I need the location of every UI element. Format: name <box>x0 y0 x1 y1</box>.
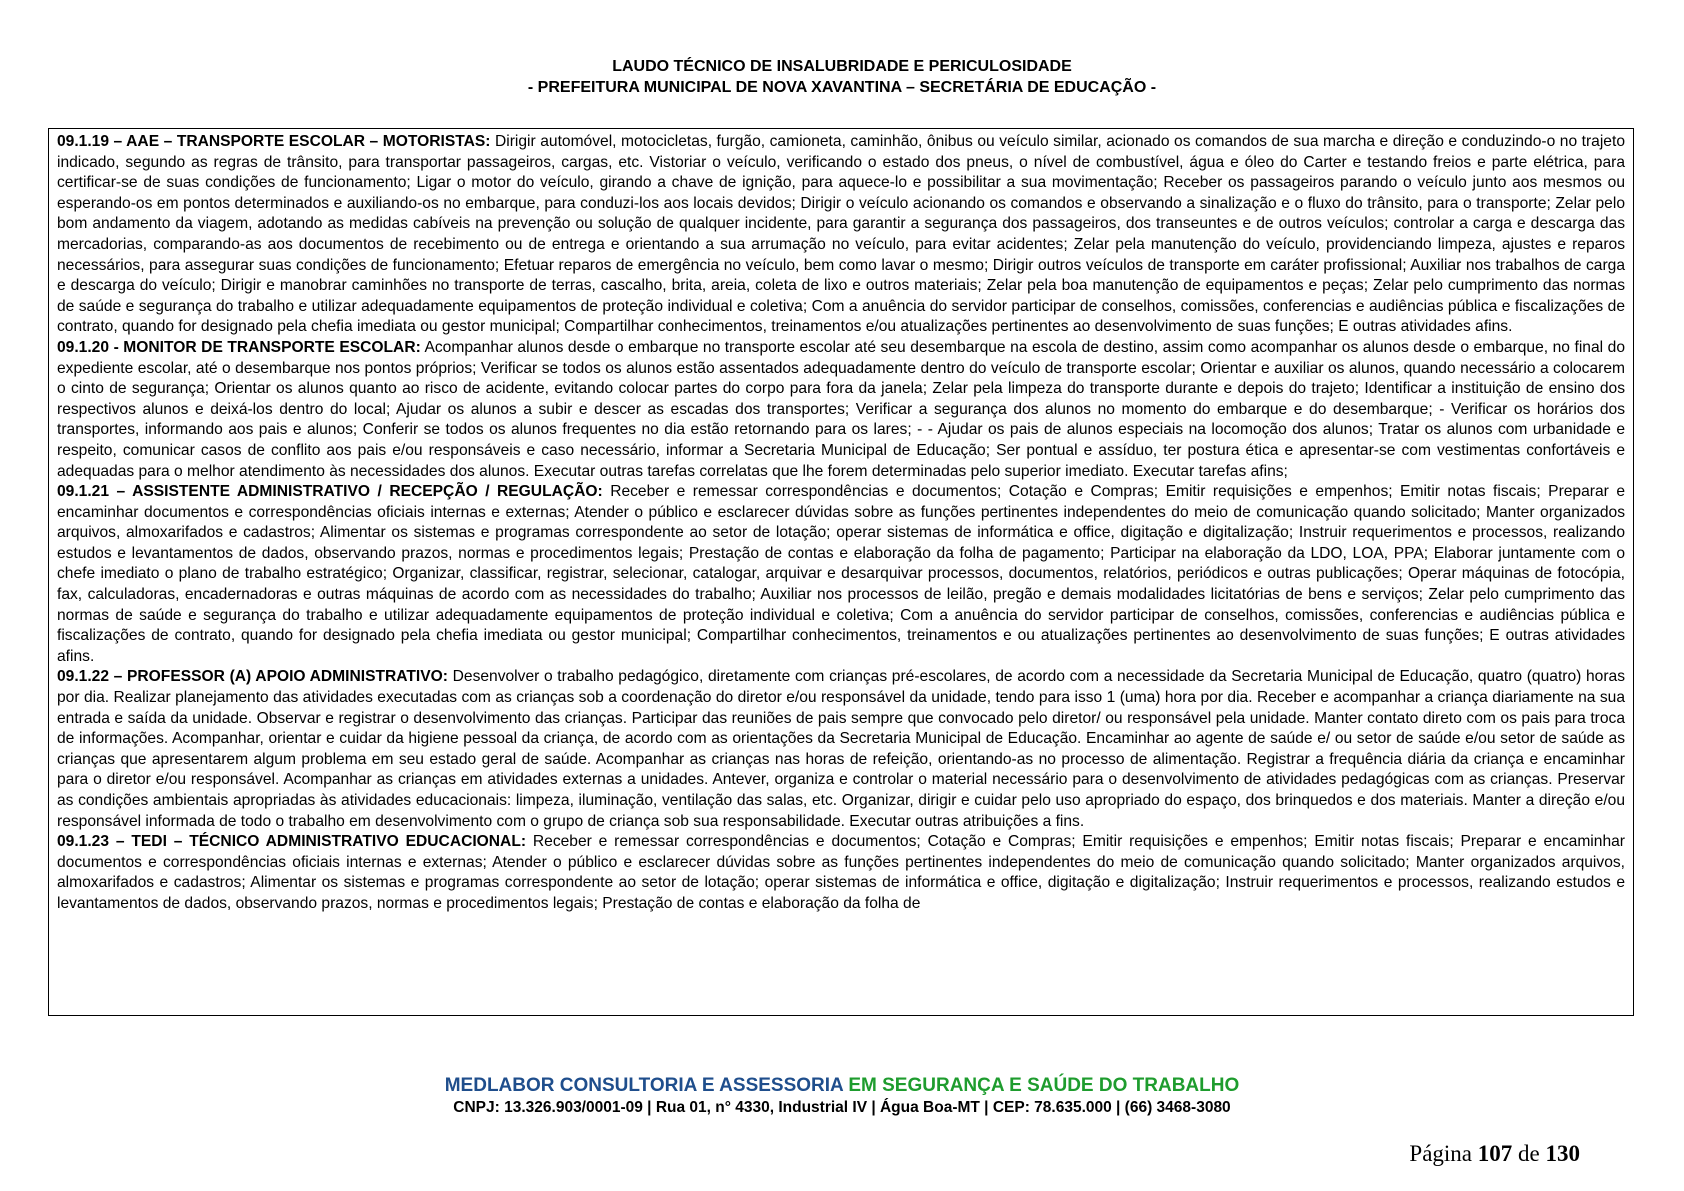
section-09-1-20 <box>57 338 1625 482</box>
section-title: 09.1.23 – TEDI – TÉCNICO ADMINISTRATIVO EDUCACIONAL: <box>57 833 527 851</box>
section-text: Desenvolver o trabalho pedagógico, diretamente com crianças pré-escolares, de acordo com a necessidade da Secretaria Municipal de Educação, quatro (quatro) horas por dia. Realizar planejamento das atividades executadas com as crianças sob a coordenação do diretor e/ou responsável da unidade, tendo para isso 1 (uma) hora por dia. Receber e acompanhar a criança diariamente na sua entrada e saída da unidade. Observar e registrar o desenvolvimento das crianças. Participar das reuniões de pais sempre que convocado pelo diretor/ ou responsável pela unidade. Manter contato direto com os pais para troca de informações. Acompanhar, orientar e cuidar da higiene pessoal da criança, de acordo com as orientações da Secretaria Municipal de Educação. Encaminhar ao agente de saúde e/ ou setor de saúde e/ou setor de saúde as crianças que apresentarem algum problema em seu estado geral de saúde. Acompanhar as crianças nas horas de refeição, orientando-as no processo de alimentação. Registrar a frequência diária da criança e encaminhar para o diretor e/ou responsável. Acompanhar as crianças em atividades externas a unidades. Antever, organiza e controlar o material necessário para o desenvolvimento de atividades pedagógicas com as crianças. Preservar as condições ambientais apropriadas às atividades educacionais: limpeza, iluminação, ventilação das salas, etc. Organizar, dirigir e cuidar pelo uso apropriado do espaço, dos brinquedos e dos materiais. Manter a direção e/ou responsável informada de todo o trabalho em desenvolvimento com o grupo de criança sob sua responsabilidade. Executar outras atribuições a fins. <box>57 668 1626 830</box>
document-footer <box>0 1074 1684 1118</box>
header-title: LAUDO TÉCNICO DE INSALUBRIDADE E PERICULOSIDADE <box>612 58 1072 75</box>
company-name-part1: MEDLABOR CONSULTORIA E ASSESSORIA <box>444 1075 844 1096</box>
page-total: 130 <box>1545 1141 1580 1166</box>
section-title: 09.1.19 – AAE – TRANSPORTE ESCOLAR – MOTORISTAS: <box>57 133 491 150</box>
page-label: Página <box>1409 1141 1473 1166</box>
company-contact: CNPJ: 13.326.903/0001-09 | Rua 01, n° 4330, Industrial IV | Água Boa-MT | CEP: 78.635.000 | (66) 3468-3080 <box>453 1099 1231 1116</box>
section-text: Receber e remessar correspondências e documentos; Cotação e Compras; Emitir requisições e empenhos; Emitir notas fiscais; Preparar e encaminhar documentos e correspondências oficiais internas e externas; Atender o público e esclarecer dúvidas sobre as funções pertinentes independentes do meio de comunicação quando solicitado; Manter organizados arquivos, almoxarifados e cadastros; Alimentar os sistemas e programas correspondente ao setor de lotação; operar sistemas de informática e office, digitação e digitalização; Instruir requerimentos e processos, realizando estudos e levantamentos de dados, observando prazos, normas e procedimentos legais; Prestação de contas e elaboração da folha de pagamento; Participar na elaboração da LDO, LOA, PPA; Elaborar juntamente com o chefe imediato o plano de trabalho estratégico; Organizar, classificar, registrar, selecionar, catalogar, arquivar e desarquivar processos, documentos, relatórios, periódicos e outras publicações; Operar máquinas de fotocópia, fax, calculadoras, encadernadoras e outras máquinas de acordo com as necessidades do trabalho; Auxiliar nos processos de leilão, pregão e demais modalidades licitatórias de bens e serviços; Zelar pelo cumprimento das normas de saúde e segurança do trabalho e utilizar adequadamente equipamentos de proteção individual e coletiva; Com a anuência do servidor participar de conselhos, comissões, conferencias e audiências pública e fiscalizações de contrato, quando for designado pela chefia imediata ou gestor municipal; Compartilhar conhecimentos, treinamentos e ou atualizações pertinentes ao desenvolvimento de suas funções; E outras atividades afins. <box>57 483 1625 665</box>
company-name <box>0 1074 1684 1098</box>
page-number <box>1409 1140 1580 1168</box>
section-09-1-22 <box>57 667 1625 832</box>
section-09-1-21 <box>57 482 1625 667</box>
section-text: Dirigir automóvel, motocicletas, furgão, camioneta, caminhão, ônibus ou veículo similar, acionado os comandos de sua marcha e direção e conduzindo-o no trajeto indicado, segundo as regras de trânsito, para transportar passageiros, cargas, etc. Vistoriar o veículo, verificando o estado dos pneus, o nível de combustível, água e óleo do Carter e testando freios e parte elétrica, para certificar-se de suas condições de funcionamento; Ligar o motor do veículo, girando a chave de ignição, para aquece-lo e possibilitar a sua movimentação; Receber os passageiros parando o veículo junto aos mesmos ou esperando-os em pontos determinados e auxiliando-os no embarque, para conduzi-los aos locais devidos; Dirigir o veículo acionando os comandos e observando a sinalização e o fluxo do trânsito, para o transporte; Zelar pelo bom andamento da viagem, adotando as medidas cabíveis na prevenção ou solução de qualquer incidente, para garantir a segurança dos passageiros, dos transeuntes e de outros veículos; controlar a carga e descarga das mercadorias, comparando-as aos documentos de recebimento ou de entrega e orientando a sua arrumação no veículo, para evitar acidentes; Zelar pela manutenção do veículo, providenciando limpeza, ajustes e reparos necessários, para assegurar suas condições de funcionamento; Efetuar reparos de emergência no veículo, bem como lavar o mesmo; Dirigir outros veículos de transporte em caráter profissional; Auxiliar nos trabalhos de carga e descarga do veículo; Dirigir e manobrar caminhões no transporte de terras, cascalho, brita, areia, coleta de lixo e outros materiais; Zelar pela boa manutenção de equipamentos e peças; Zelar pelo cumprimento das normas de saúde e segurança do trabalho e utilizar adequadamente equipamentos de proteção individual e coletiva; Com a anuência do servidor participar de conselhos, comissões, conferencias e audiências pública e fiscalizações de contrato, quando for designado pela chefia imediata ou gestor municipal; Compartilhar conhecimentos, treinamentos e/ou atualizações pertinentes ao desenvolvimento de suas funções; E outras atividades afins. <box>57 133 1625 336</box>
section-09-1-19 <box>57 132 1625 338</box>
page-separator: de <box>1518 1141 1540 1166</box>
section-title: 09.1.21 – ASSISTENTE ADMINISTRATIVO / RECEPÇÃO / REGULAÇÃO: <box>57 483 603 501</box>
section-text: Acompanhar alunos desde o embarque no transporte escolar até seu desembarque na escola de destino, assim como acompanhar os alunos desde o embarque, no final do expediente escolar, até o desembarque nos pontos próprios; Verificar se todos os alunos estão assentados adequadamente dentro do veículo de transporte escolar; Orientar e auxiliar os alunos, quando necessário a colocarem o cinto de segurança; Orientar os alunos quanto ao risco de acidente, evitando colocar partes do corpo para fora da janela; Zelar pela limpeza do transporte durante e depois do trajeto; Identificar a instituição de ensino dos respectivos alunos e deixá-los dentro do local; Ajudar os alunos a subir e descer as escadas dos transportes; Verificar a segurança dos alunos no momento do embarque e do desembarque; - Verificar os horários dos transportes, informando aos pais e alunos; Conferir se todos os alunos frequentes no dia estão retornando para os lares; - - Ajudar os pais de alunos especiais na locomoção dos alunos; Tratar os alunos com urbanidade e respeito, comunicar casos de conflito aos pais e/ou responsáveis e caso necessário, informar a Secretaria Municipal de Educação; Ser pontual e assíduo, ter postura ética e apresentar-se com vestimentas confortáveis e adequadas para o melhor atendimento às necessidades dos alunos. Executar outras tarefas correlatas que lhe forem determinadas pelo superior imediato. Executar tarefas afins; <box>57 338 1625 480</box>
document-header <box>0 56 1684 98</box>
section-title: 09.1.20 - MONITOR DE TRANSPORTE ESCOLAR: <box>57 338 421 356</box>
page-current: 107 <box>1477 1141 1513 1166</box>
content-box <box>48 128 1634 1016</box>
section-09-1-23 <box>57 832 1625 914</box>
section-text: Receber e remessar correspondências e documentos; Cotação e Compras; Emitir requisições e empenhos; Emitir notas fiscais; Preparar e encaminhar documentos e correspondências oficiais internas e externas; Atender o público e esclarecer dúvidas sobre as funções pertinentes independentes do meio de comunicação quando solicitado; Manter organizados arquivos, almoxarifados e cadastros; Alimentar os sistemas e programas correspondente ao setor de lotação; operar sistemas de informática e office, digitação e digitalização; Instruir requerimentos e processos, realizando estudos e levantamentos de dados, observando prazos, normas e procedimentos legais; Prestação de contas e elaboração da folha de <box>57 833 1625 912</box>
company-name-part2: EM SEGURANÇA E SAÚDE DO TRABALHO <box>848 1075 1240 1096</box>
header-subtitle: - PREFEITURA MUNICIPAL DE NOVA XAVANTINA – SECRETÁRIA DE EDUCAÇÃO - <box>527 79 1157 96</box>
section-title: 09.1.22 – PROFESSOR (A) APOIO ADMINISTRATIVO: <box>57 668 448 686</box>
